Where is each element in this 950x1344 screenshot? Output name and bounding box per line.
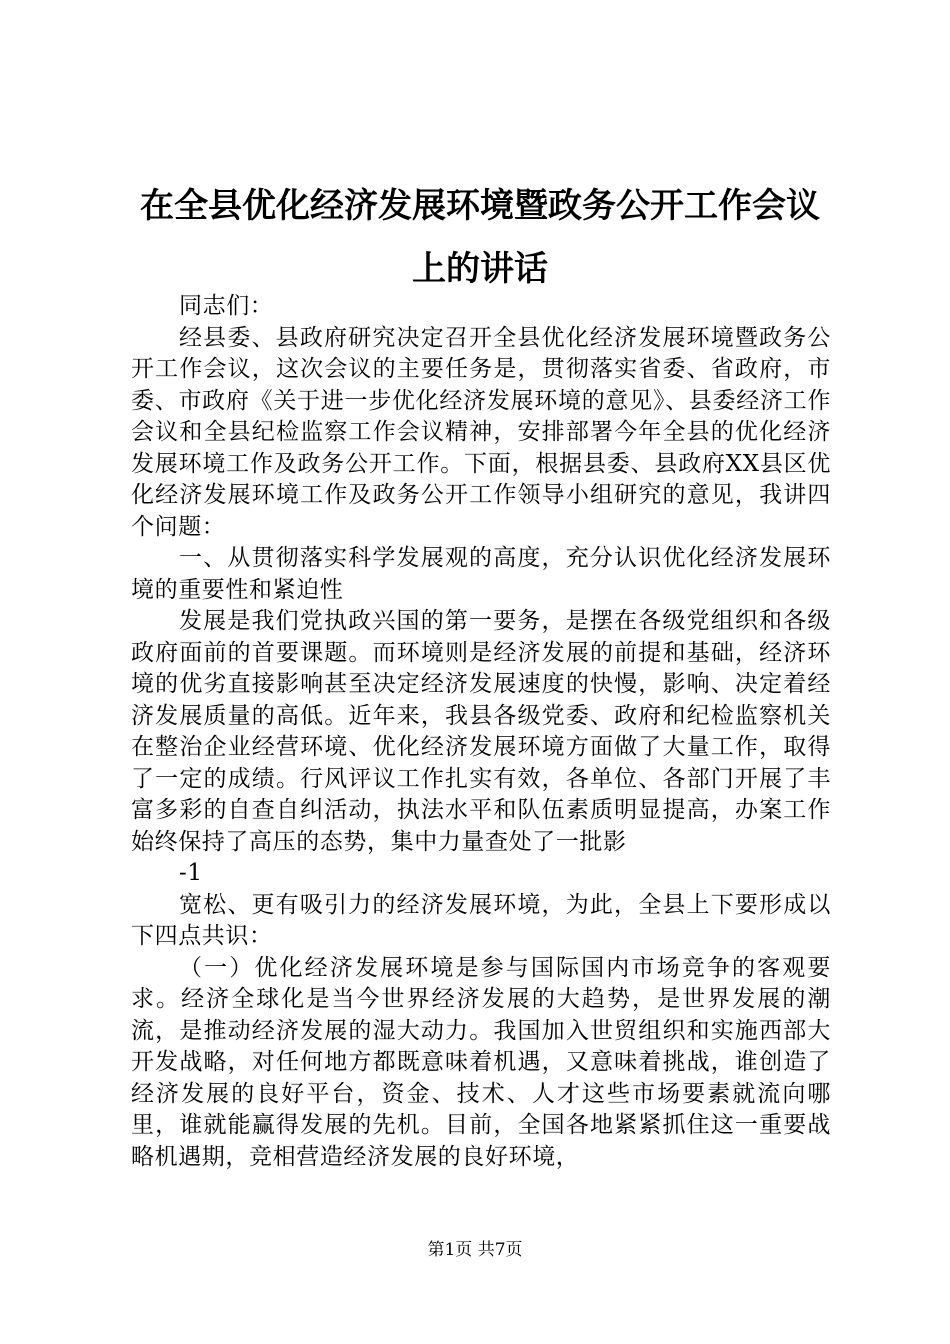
page-marker: -1 (179, 860, 203, 886)
salutation: 同志们： (179, 293, 274, 319)
section-heading-1: 一、从贯彻落实科学发展观的高度，充分认识优化经济发展环境的重要性和紧迫性 (131, 545, 831, 603)
paragraph-point-1: （一）优化经济发展环境是参与国际国内市场竞争的客观要求。经济全球化是当今世界经济发展的大趋势，是世界发展的潮流，是推动经济发展的湿大动力。我国加入世贸组织和实施西部大开发战略，对任何地方都既意味着机遇，又意味着挑战，谁创造了经济发展的良好平台，资金、技术、人才这些市场要素就流向哪里，谁就能赢得发展的先机。目前，全国各地紧紧抓住这一重要战略机遇期，竞相营造经济发展的良好环境， (131, 954, 831, 1170)
paragraph-consensus: 宽松、更有吸引力的经济发展环境，为此，全县上下要形成以下四点共识： (131, 891, 831, 949)
page-footer: 第1页 共7页 (427, 1240, 523, 1260)
paragraph-intro: 经县委、县政府研究决定召开全县优化经济发展环境暨政务公开工作会议，这次会议的主要任务是，贯彻落实省委、省政府，市委、市政府《关于进一步优化经济发展环境的意见》、县委经济工作会议和全县纪检监察工作会议精神，安排部署今年全县的优化经济发展环境工作及政务公开工作。下面，根据县委、县政府XX县区优化经济发展环境工作及政务公开工作领导小组研究的意见，我讲四个问题： (131, 324, 831, 540)
document-body (131, 291, 831, 1173)
document-title-line-1: 在全县优化经济发展环境暨政务公开工作会议 (140, 186, 820, 226)
paragraph-development: 发展是我们党执政兴国的第一要务，是摆在各级党组织和各级政府面前的首要课题。而环境则是经济发展的前提和基础，经济环境的优劣直接影响甚至决定经济发展速度的快慢，影响、决定着经济发展质量的高低。近年来，我县各级党委、政府和纪检监察机关在整治企业经营环境、优化经济发展环境方面做了大量工作，取得了一定的成绩。行风评议工作扎实有效，各单位、各部门开展了丰富多彩的自查自纠活动，执法水平和队伍素质明显提高，办案工作始终保持了高压的态势，集中力量查处了一批影 (131, 608, 831, 855)
document-title-line-2: 上的讲话 (412, 249, 548, 289)
